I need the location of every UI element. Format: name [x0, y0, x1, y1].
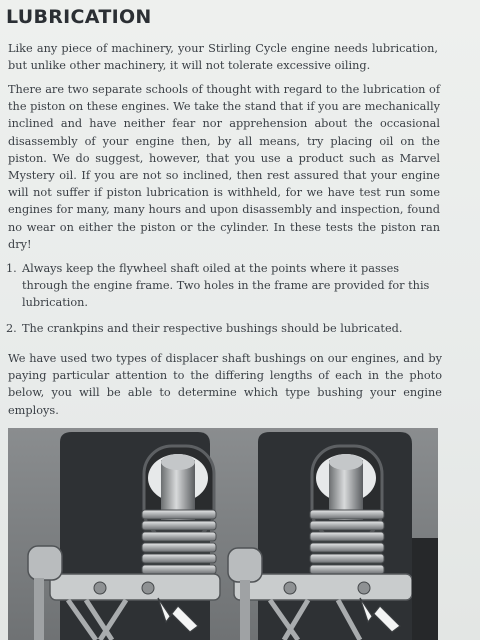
piston-lubrication-paragraph: There are two separate schools of thought with regard to the lubrication of the piston on these engines. We take the stand that if you are mechanically inclined and have neither fear nor apprehension about the occasional disassembly of your engine then, by all means, try placing oil on the piston. We do suggest, however, that you use a product such as Marvel Mystery oil. If you are not so inclined, then rest assured that your engine will not suffer if piston lubrication is withheld, for we have test run some engines for many, many hours and upon disassembly and inspection, found no wear on either the piston or the cylinder. In these tests the piston ran dry! [8, 83, 440, 251]
bushing-paragraph: We have used two types of displacer shaft bushings on our engines, and by paying particular attention to the differing lengths of each in the photo below, you will be able to determine which type bushing your engine employs. [8, 352, 442, 417]
list-item-text: The crankpins and their respective bushings should be lubricated. [22, 322, 403, 335]
right-engine [228, 432, 438, 640]
engine-photo-illustration [8, 428, 438, 640]
lubrication-list [6, 260, 440, 346]
section-heading: LUBRICATION [6, 6, 152, 28]
intro-paragraph: Like any piece of machinery, your Stirling Cycle engine needs lubrication, but unlike other machinery, it will not tolerate excessive oiling. [8, 42, 438, 73]
list-item [6, 320, 440, 337]
list-item-number: 1. [6, 262, 17, 275]
engine-photo [8, 428, 438, 640]
list-item [6, 260, 440, 311]
list-item-number: 2. [6, 322, 17, 335]
list-item-text: Always keep the flywheel shaft oiled at the points where it passes through the engine frame. Two holes in the frame are provided for this lubrication. [22, 262, 430, 309]
